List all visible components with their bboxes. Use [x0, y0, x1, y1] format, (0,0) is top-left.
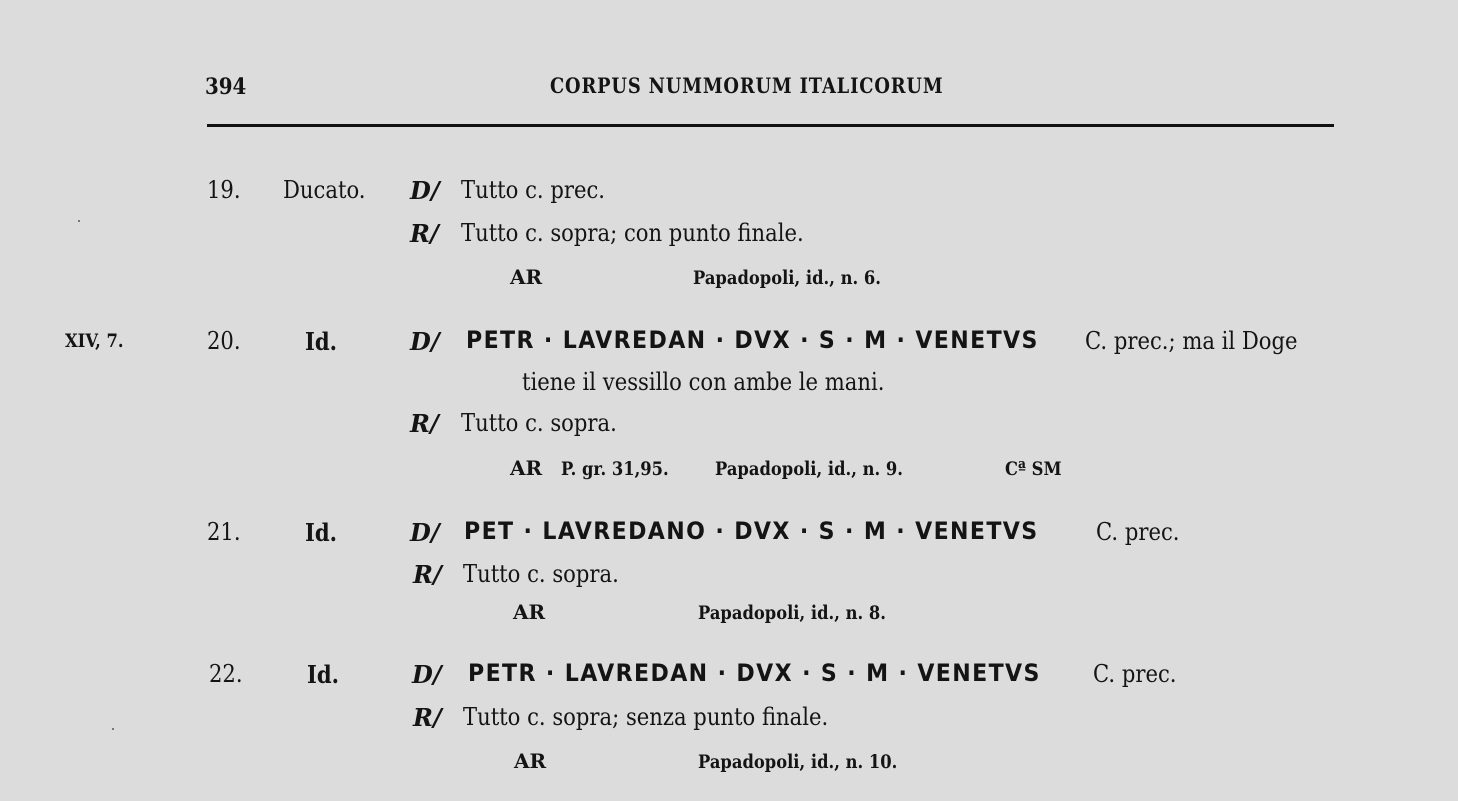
entry-22-reverse-mark: R/: [413, 703, 442, 732]
entry-20-collection: Cª SM: [1005, 458, 1062, 480]
entry-21-reverse-text: Tutto c. sopra.: [463, 560, 619, 588]
entry-21-reference: Papadopoli, id., n. 8.: [698, 602, 886, 624]
page-number: 394: [205, 74, 247, 100]
entry-20-weight: P. gr. 31,95.: [561, 458, 669, 480]
running-title: CORPUS NUMMORUM ITALICORUM: [550, 73, 944, 98]
entry-19-reverse-mark: R/: [410, 219, 439, 248]
entry-22-obverse-text: C. prec.: [1093, 660, 1177, 688]
entry-20-number: 20.: [207, 327, 241, 355]
entry-20-obverse-mark: D/: [410, 327, 440, 356]
entry-19-obverse-mark: D/: [410, 176, 440, 205]
entry-22-obverse-mark: D/: [412, 660, 442, 689]
entry-19-obverse-text: Tutto c. prec.: [461, 176, 606, 204]
entry-21-denomination: Id.: [305, 518, 338, 547]
entry-22-reference: Papadopoli, id., n. 10.: [698, 751, 898, 773]
entry-20-reverse-mark: R/: [410, 409, 439, 438]
entry-19-reference: Papadopoli, id., n. 6.: [693, 267, 881, 289]
entry-21-obverse-mark: D/: [410, 518, 440, 547]
scan-speck: [112, 728, 114, 730]
entry-20-denomination: Id.: [305, 327, 338, 356]
entry-20-metal: AR: [510, 456, 543, 480]
entry-19-metal: AR: [510, 265, 543, 289]
entry-22-reverse-text: Tutto c. sopra; senza punto finale.: [463, 703, 829, 731]
entry-20-obverse-legend: PETR · LAVREDAN · DVX · S · M · VENETVS: [466, 326, 1039, 354]
entry-21-obverse-text: C. prec.: [1096, 518, 1180, 546]
entry-20-reverse-text: Tutto c. sopra.: [461, 409, 617, 437]
entry-19-reverse-text: Tutto c. sopra; con punto finale.: [461, 219, 804, 247]
entry-21-obverse-legend: PET · LAVREDANO · DVX · S · M · VENETVS: [464, 517, 1039, 545]
entry-22-number: 22.: [209, 660, 243, 688]
entry-19-denomination: Ducato.: [283, 176, 366, 204]
entry-20-obverse-text-cont: tiene il vessillo con ambe le mani.: [522, 368, 885, 396]
entry-22-metal: AR: [514, 749, 547, 773]
entry-21-metal: AR: [513, 600, 546, 624]
scan-speck: [78, 220, 80, 222]
entry-20-reference: Papadopoli, id., n. 9.: [715, 458, 903, 480]
entry-19-number: 19.: [207, 176, 241, 204]
entry-22-obverse-legend: PETR · LAVREDAN · DVX · S · M · VENETVS: [468, 659, 1041, 687]
header-rule: [207, 124, 1334, 127]
entry-20-obverse-text: C. prec.; ma il Doge: [1085, 327, 1298, 355]
entry-20-plate: XIV, 7.: [65, 330, 124, 352]
entry-22-denomination: Id.: [307, 660, 340, 689]
entry-21-reverse-mark: R/: [413, 560, 442, 589]
entry-21-number: 21.: [207, 518, 241, 546]
